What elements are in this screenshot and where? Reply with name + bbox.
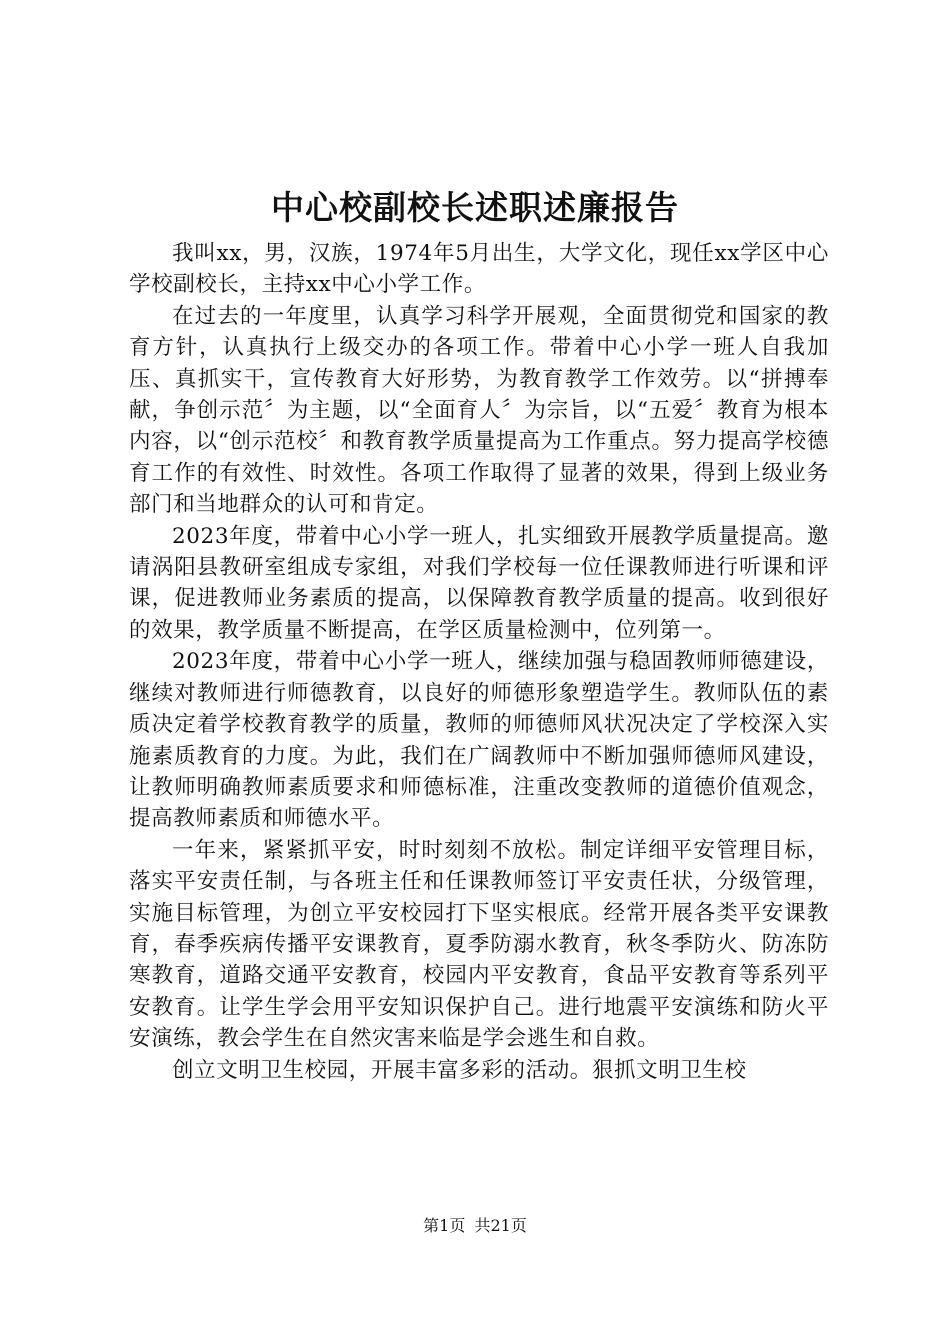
paragraph-intro: 我叫xx，男，汉族，1974年5月出生，大学文化，现任xx学区中心学校副校长，主持xx中心小学工作。: [129, 241, 829, 298]
document-body: [129, 238, 829, 1086]
paragraph-teaching-quality: 2023年度，带着中心小学一班人，扎实细致开展教学质量提高。邀请涡阳县教研室组成专家组，对我们学校每一位任课教师进行听课和评课，促进教师业务素质的提高，以保障教育教学质量的提高。收到很好的效果，教学质量不断提高，在学区质量检测中，位列第一。: [129, 523, 829, 643]
paragraph-civilized-campus: 创立文明卫生校园，开展丰富多彩的活动。狠抓文明卫生校: [172, 1057, 747, 1083]
paragraph-safety: 一年来，紧紧抓平安，时时刻刻不放松。制定详细平安管理目标，落实平安责任制，与各班主任和任课教师签订平安责任状，分级管理，实施目标管理，为创立平安校园打下坚实根底。经常开展各类平安课教育，春季疾病传播平安课教育，夏季防溺水教育，秋冬季防火、防冻防寒教育，道路交通平安教育，校园内平安教育，食品平安教育等系列平安教育。让学生学会用平安知识保护自己。进行地震平安演练和防火平安演练，教会学生在自然灾害来临是学会逃生和自救。: [129, 837, 829, 1052]
page-footer: [0, 1214, 950, 1238]
paragraph-teacher-ethics: 2023年度，带着中心小学一班人，继续加强与稳固教师师德建设，继续对教师进行师德教育，以良好的师德形象塑造学生。教师队伍的素质决定着学校教育教学的质量，教师的师德师风状况决定了学校深入实施素质教育的力度。为此，我们在广阔教师中不断加强师德师风建设，让教师明确教师素质要求和师德标准，注重改变教师的道德价值观念，提高教师素质和师德水平。: [129, 649, 829, 832]
page-number-current: 第1页: [423, 1216, 466, 1235]
document-title: 中心校副校长述职述廉报告: [271, 188, 679, 227]
paragraph-past-year: 在过去的一年度里，认真学习科学开展观，全面贯彻党和国家的教育方针，认真执行上级交办的各项工作。带着中心小学一班人自我加压、真抓实干，宣传教育大好形势，为教育教学工作效劳。以“拼搏奉献，争创示范〞为主题，以“全面育人〞为宗旨，以“五爱〞教育为根本内容，以“创示范校〞和教育教学质量提高为工作重点。努力提高学校德育工作的有效性、时效性。各项工作取得了显著的效果，得到上级业务部门和当地群众的认可和肯定。: [129, 303, 829, 518]
page-number-total: 共21页: [474, 1216, 527, 1235]
